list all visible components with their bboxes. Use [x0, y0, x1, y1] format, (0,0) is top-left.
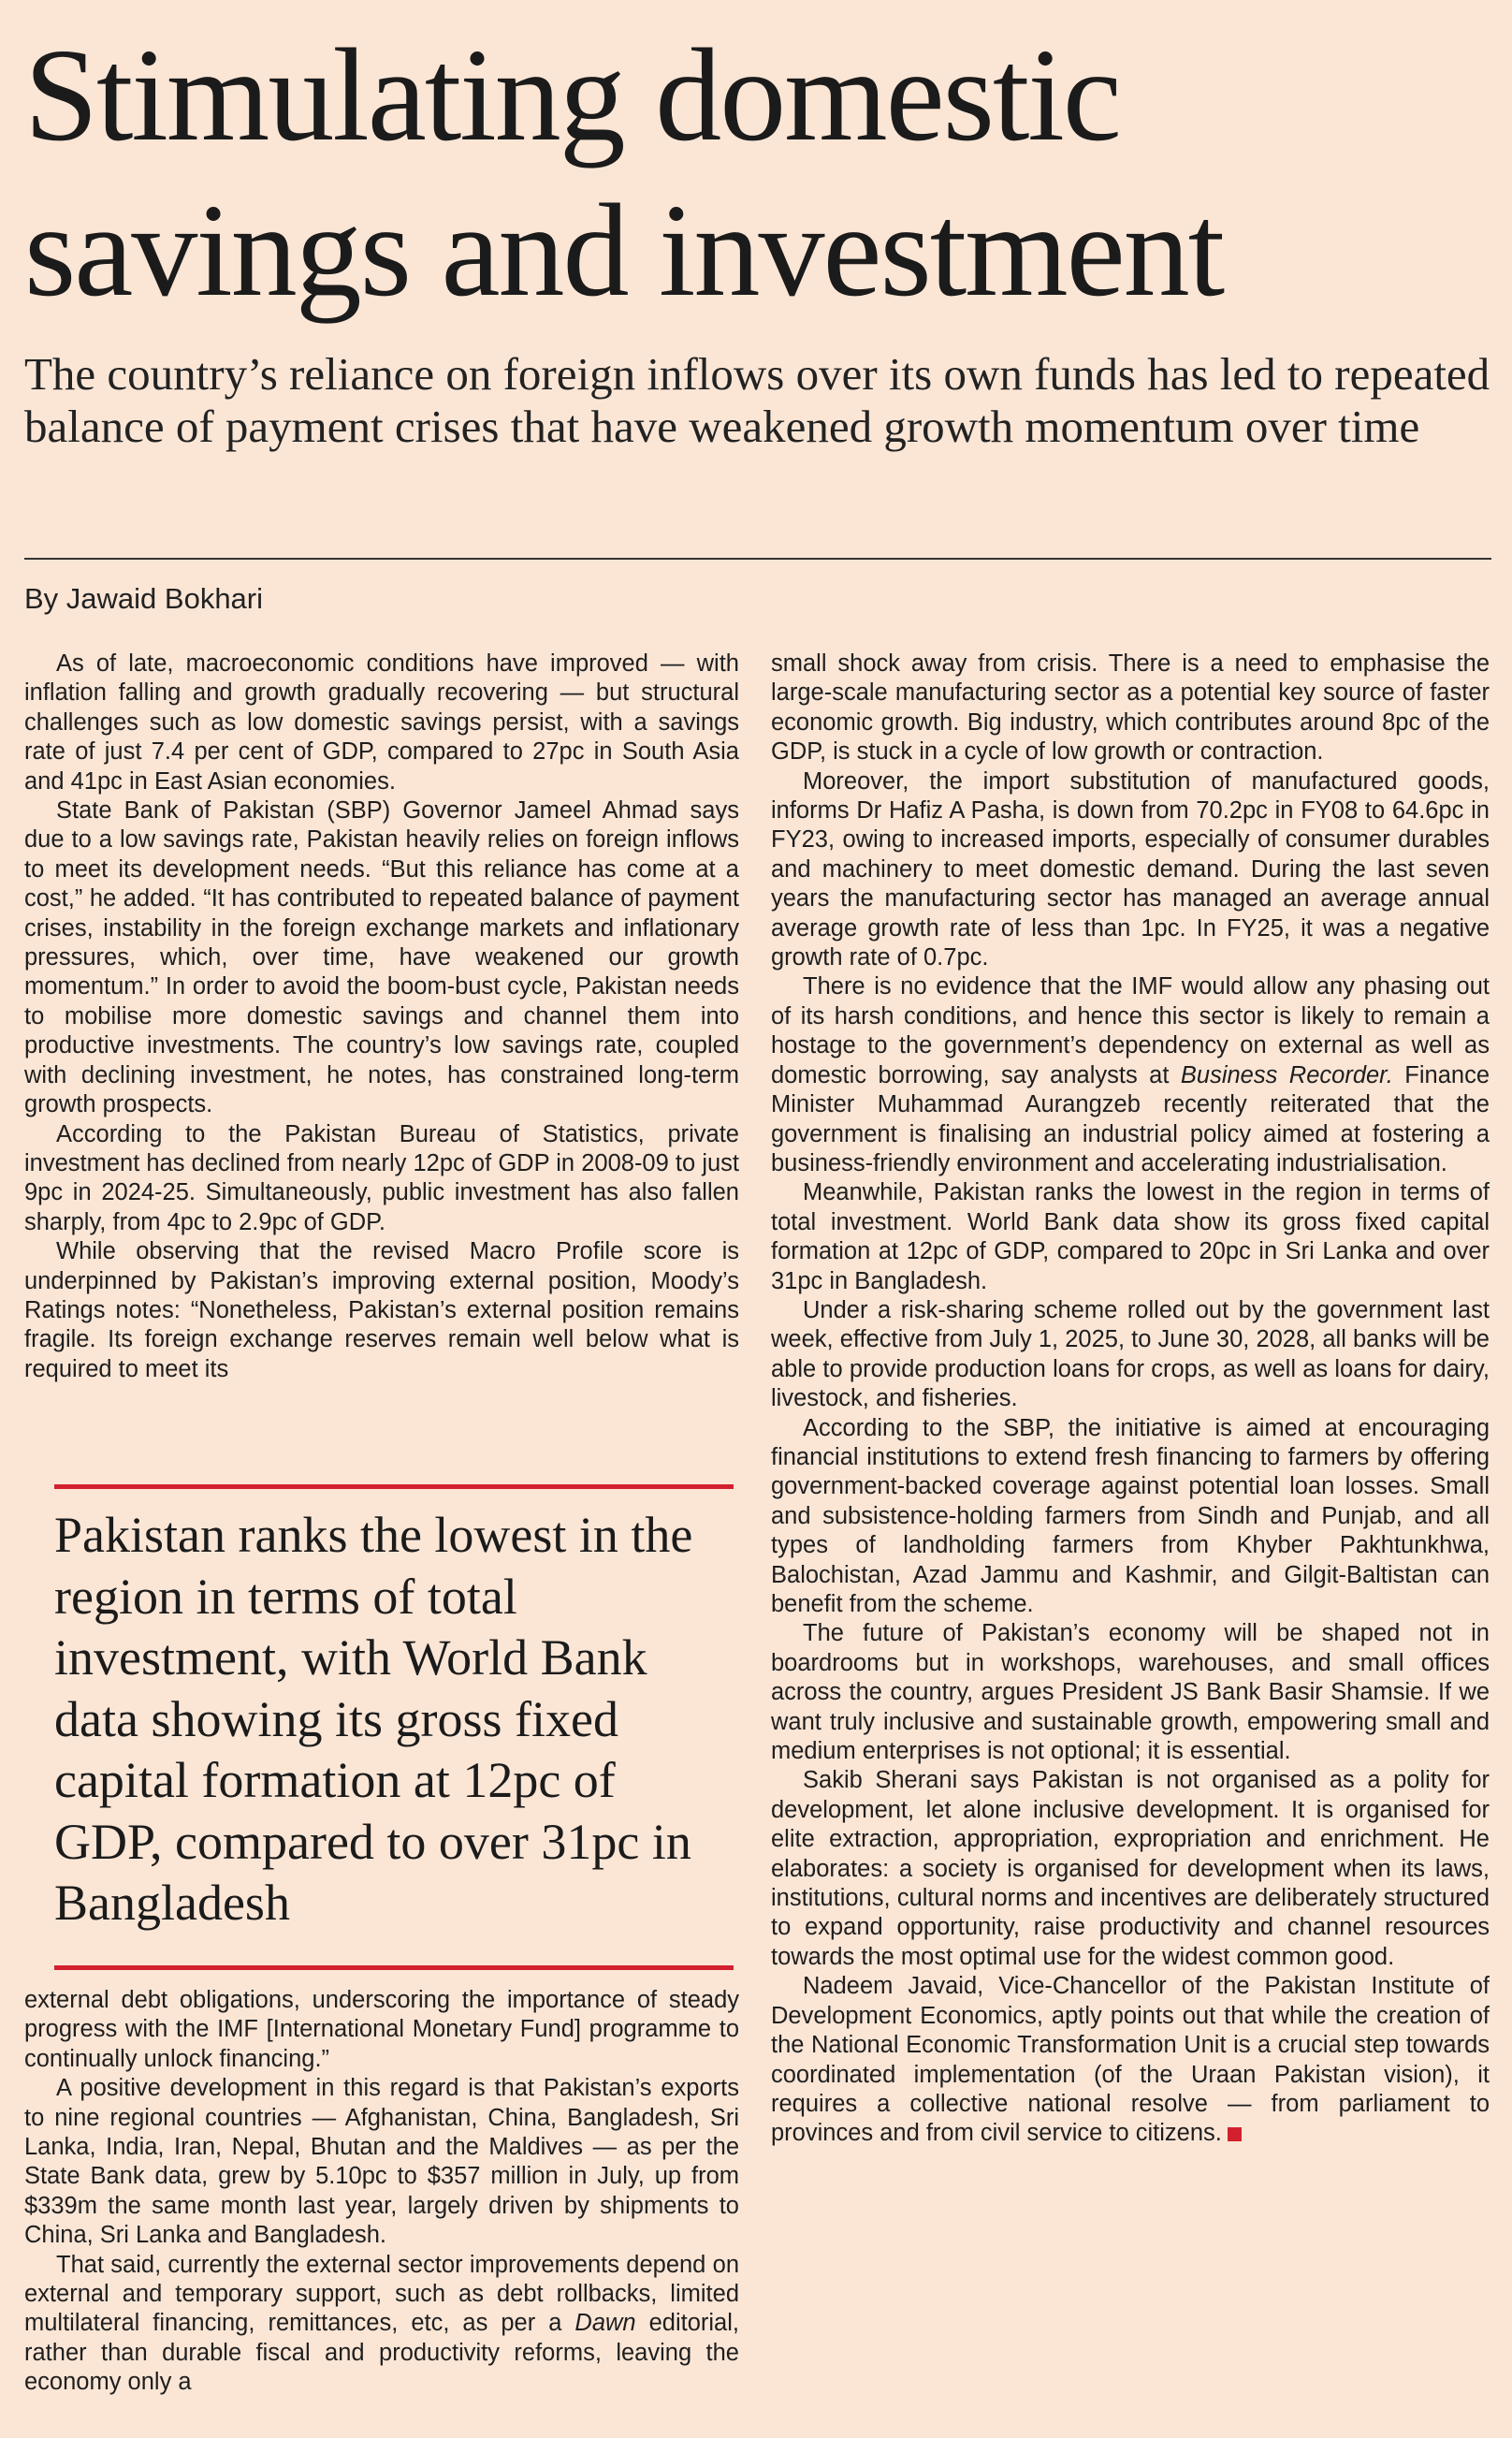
publication-name: Dawn: [574, 2310, 636, 2337]
paragraph: State Bank of Pakistan (SBP) Governor Jameel Ahmad says due to a low savings rate, Pakistan heavily relies on foreign inflows to meet its development needs. “But this reliance has come at a cost,” he added. “It has contributed to repeated balance of payment crises, instability in the foreign exchange markets and inflationary pressures, which, over time, have weakened our growth momentum.” In order to avoid the boom-bust cycle, Pakistan needs to mobilise more domestic savings and channel them into productive investments. The country’s low savings rate, coupled with declining investment, he notes, has constrained long-term growth prospects.: [24, 797, 739, 1118]
paragraph: [771, 1972, 1490, 2148]
publication-name: Business Recorder.: [1180, 1061, 1393, 1088]
header-divider: [24, 558, 1491, 560]
text-run: There is no evidence that the IMF would allow any phasing out of its harsh conditions, and hence this sector is likely to remain a hostage to the government’s dependency on external as well as domestic borrowing, say analysts at: [771, 973, 1490, 1088]
pull-quote-bottom-rule: [54, 1965, 734, 1970]
paragraph: [771, 972, 1490, 1178]
text-run: That said, currently the external sector improvements depend on external and temporary support, such as debt rollbacks, limited multilateral financing, remittances, etc, as per a: [24, 2251, 739, 2337]
column-1-bottom: [24, 1986, 739, 2398]
paragraph: Sakib Sherani says Pakistan is not organised as a polity for development, let alone inclusive development. It is organised for elite extraction, appropriation, expropriation and enrichment. He elaborates: a society is organised for development when its laws, institutions, cultural norms and incentives are deliberately structured to expand opportunity, raise productivity and channel resources towards the most optimal use for the widest common good.: [771, 1767, 1490, 1970]
pull-quote: [24, 1484, 739, 1973]
paragraph: According to the Pakistan Bureau of Statistics, private investment has declined from nearly 12pc of GDP in 2008-09 to just 9pc in 2024-25. Simultaneously, public investment has also fallen sharply, from 4pc to 2.9pc of GDP.: [24, 1120, 739, 1235]
headline: Stimulating domestic savings and investment: [24, 21, 1224, 324]
paragraph: According to the SBP, the initiative is aimed at encouraging financial institutions to extend fresh financing to farmers by offering government-backed coverage against potential loan losses. Small and subsistence-holding farmers from Sindh and Punjab, and all types of landholding farmers from Khyber Pakhtunkhwa, Balochistan, Azad Jammu and Kashmir, and Gilgit-Baltistan can benefit from the scheme.: [771, 1414, 1490, 1617]
paragraph: Under a risk-sharing scheme rolled out by the government last week, effective from July 1, 2025, to June 30, 2028, all banks will be able to provide production loans for crops, as well as loans for dairy, livestock, and fisheries.: [771, 1296, 1490, 1412]
paragraph: A positive development in this regard is that Pakistan’s exports to nine regional countries — Afghanistan, China, Bangladesh, Sri Lanka, India, Iran, Nepal, Bhutan and the Maldives — as per the State Bank data, grew by 5.10pc to $357 million in July, up from $339m the same month last year, largely driven by shipments to China, Sri Lanka and Bangladesh.: [24, 2075, 739, 2249]
standfirst: The country’s reliance on foreign inflows over its own funds has led to repeated balance of payment crises that have weakened growth momentum over time: [24, 348, 1490, 452]
pull-quote-top-rule: [54, 1484, 734, 1489]
pull-quote-text: Pakistan ranks the lowest in the region in terms of total investment, with World Bank data showing its gross fixed capital formation at 12pc of GDP, compared to over 31pc in Bangladesh: [54, 1507, 693, 1931]
paragraph: While observing that the revised Macro Profile score is underpinned by Pakistan’s improving external position, Moody’s Ratings notes: “Nonetheless, Pakistan’s external position remains fragile. Its foreign exchange reserves remain well below what is required to meet its: [24, 1238, 739, 1382]
column-1-top: [24, 650, 739, 1384]
column-2: [771, 650, 1490, 2149]
paragraph: Moreover, the import substitution of manufactured goods, informs Dr Hafiz A Pasha, is down from 70.2pc in FY08 to 64.6pc in FY23, owing to increased imports, especially of consumer durables and machinery to meet domestic demand. During the last seven years the manufacturing sector has managed an average annual average growth rate of less than 1pc. In FY25, it was a negative growth rate of 0.7pc.: [771, 767, 1490, 971]
text-run: editorial, rather than durable fiscal and productivity reforms, leaving the economy only a: [24, 2310, 739, 2396]
paragraph: As of late, macroeconomic conditions have improved — with inflation falling and growth gradually recovering — but structural challenges such as low domestic savings persist, with a savings rate of just 7.4 per cent of GDP, compared to 27pc in South Asia and 41pc in East Asian economies.: [24, 650, 739, 795]
text-run: Nadeem Javaid, Vice-Chancellor of the Pakistan Institute of Development Economics, aptly points out that while the creation of the National Economic Transformation Unit is a crucial step towards coordinated implementation (of the Uraan Pakistan vision), it requires a collective national resolve — from parliament to provinces and from civil service to citizens.: [771, 1973, 1490, 2147]
paragraph: external debt obligations, underscoring the importance of steady progress with the IMF [International Monetary Fund] programme to continually unlock financing.”: [24, 1987, 739, 2072]
end-of-article-mark: [1228, 2127, 1242, 2141]
paragraph: [24, 2251, 739, 2398]
paragraph: small shock away from crisis. There is a need to emphasise the large-scale manufacturing sector as a potential key source of faster economic growth. Big industry, which contributes around 8pc of the GDP, is stuck in a cycle of low growth or contraction.: [771, 650, 1490, 766]
byline: By Jawaid Bokhari: [24, 582, 264, 615]
paragraph: The future of Pakistan’s economy will be shaped not in boardrooms but in workshops, warehouses, and small offices across the country, argues President JS Bank Basir Shamsie. If we want truly inclusive and sustainable growth, empowering small and medium enterprises is not optional; it is essential.: [771, 1620, 1490, 1765]
paragraph: Meanwhile, Pakistan ranks the lowest in the region in terms of total investment. World Bank data show its gross fixed capital formation at 12pc of GDP, compared to 20pc in Sri Lanka and over 31pc in Bangladesh.: [771, 1179, 1490, 1294]
text-run: Finance Minister Muhammad Aurangzeb recently reiterated that the government is finalising an industrial policy aimed at fostering a business-friendly environment and accelerating industrialisation.: [771, 1061, 1490, 1176]
